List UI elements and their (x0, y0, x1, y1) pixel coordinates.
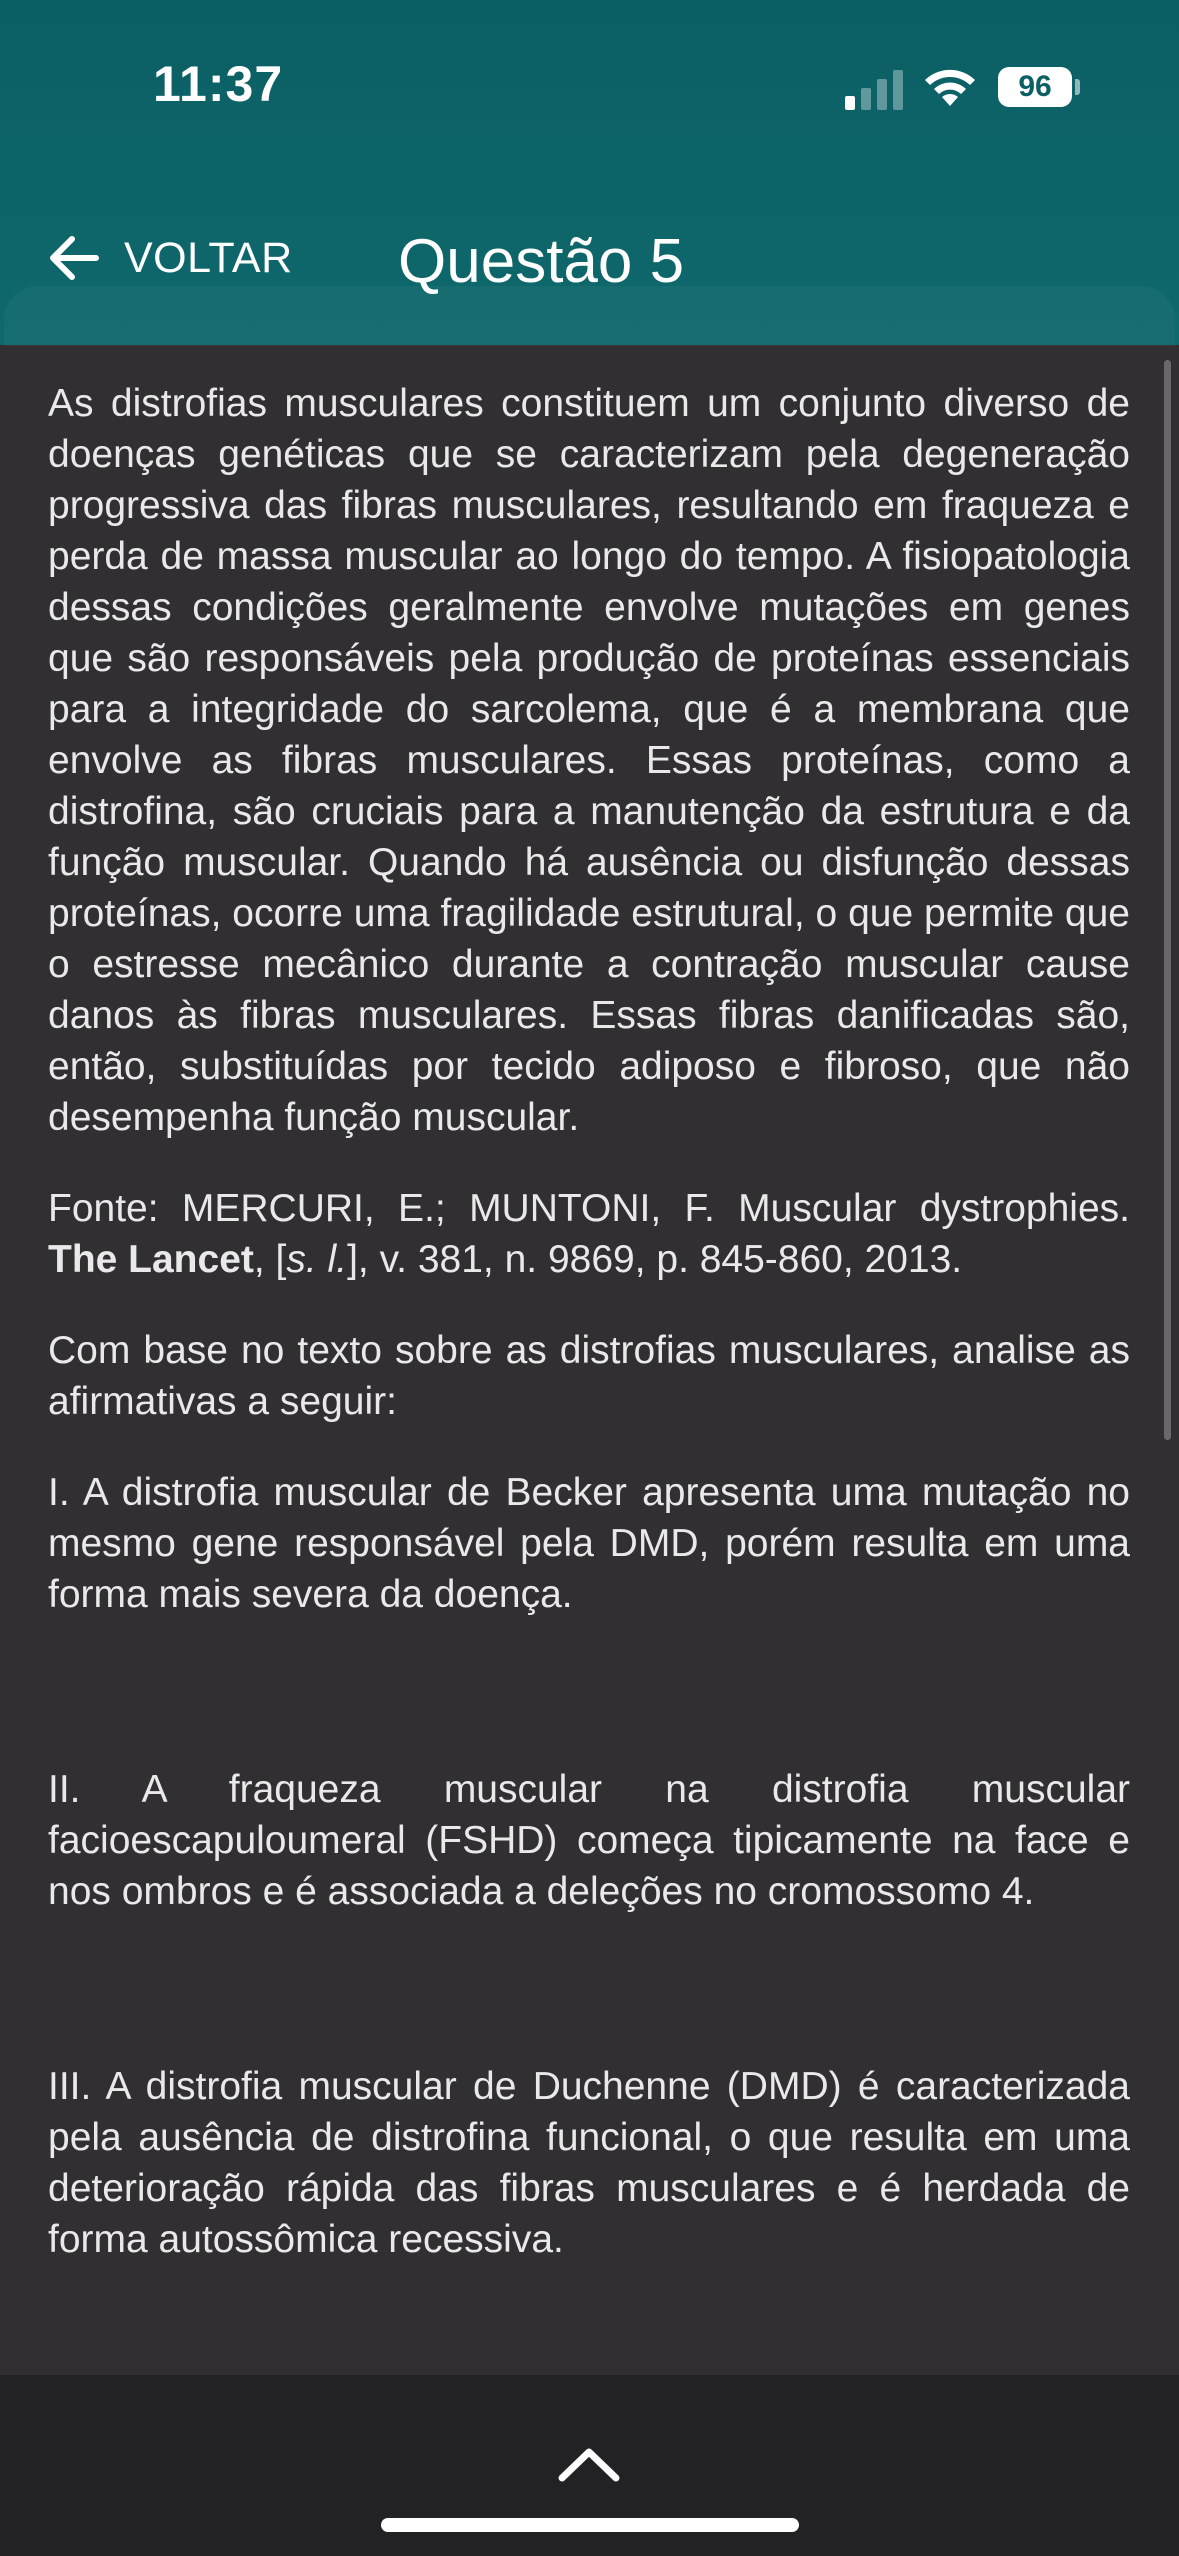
source-prefix: Fonte: MERCURI, E.; MUNTONI, F. Muscular dystrophies. (48, 1187, 1130, 1230)
back-label: VOLTAR (124, 233, 293, 282)
cellular-signal-icon (845, 70, 903, 110)
status-time: 11:37 (153, 56, 284, 112)
scrollbar[interactable] (1164, 360, 1171, 1440)
battery-tip (1075, 79, 1080, 95)
source-rest: ], v. 381, n. 9869, p. 845-860, 2013. (347, 1238, 963, 1281)
arrow-left-icon (44, 229, 102, 287)
question-source (48, 1183, 1130, 1285)
content-sheet-edge (4, 286, 1175, 346)
source-sep: , [ (253, 1238, 287, 1281)
app-header (0, 0, 1179, 345)
chevron-up-icon[interactable] (556, 2444, 622, 2484)
battery-icon: 96 (998, 67, 1072, 107)
question-main-text: As distrofias musculares constituem um conjunto diverso de doenças genéticas que se caracterizam pela degeneração progressiva das fibras musculares, resultando em fraqueza e perda de massa muscular ao longo do tempo. A fisiopatologia dessas condições geralmente envolve mutações em genes que são responsáveis pela produção de proteínas essenciais para a integridade do sarcolema, que é a membrana que envolve as fibras musculares. Essas proteínas, como a distrofina, são cruciais para a manutenção da estrutura e da função muscular. Quando há ausência ou disfunção dessas proteínas, ocorre uma fragilidade estrutural, o que permite que o estresse mecânico durante a contração muscular cause danos às fibras musculares. Essas fibras danificadas são, então, substituídas por tecido adiposo e fibroso, que não desempenha função muscular. (48, 382, 1130, 1139)
back-button[interactable] (44, 222, 304, 294)
question-prompt: Com base no texto sobre as distrofias musculares, analise as afirmativas a seguir: (48, 1329, 1130, 1423)
status-bar (0, 0, 1179, 180)
home-indicator (381, 2518, 799, 2532)
wifi-icon (922, 62, 978, 108)
statement-item-2: II. A fraqueza muscular na distrofia muscular facioescapuloumeral (FSHD) começa tipicamente na face e nos ombros e é associada a deleções no cromossomo 4. (48, 1768, 1130, 1913)
statement-item-1: I. A distrofia muscular de Becker apresenta uma mutação no mesmo gene responsável pela DMD, porém resulta em uma forma mais severa da doença. (48, 1471, 1130, 1616)
question-content (48, 378, 1130, 2265)
source-sl: s. l. (286, 1238, 348, 1281)
page-title: Questão 5 (398, 227, 685, 296)
source-journal: The Lancet (48, 1238, 254, 1281)
statement-item-3: III. A distrofia muscular de Duchenne (DMD) é caracterizada pela ausência de distrofina funcional, o que resulta em uma deterioração rápida das fibras musculares e é herdada de forma autossômica recessiva. (48, 2065, 1130, 2261)
